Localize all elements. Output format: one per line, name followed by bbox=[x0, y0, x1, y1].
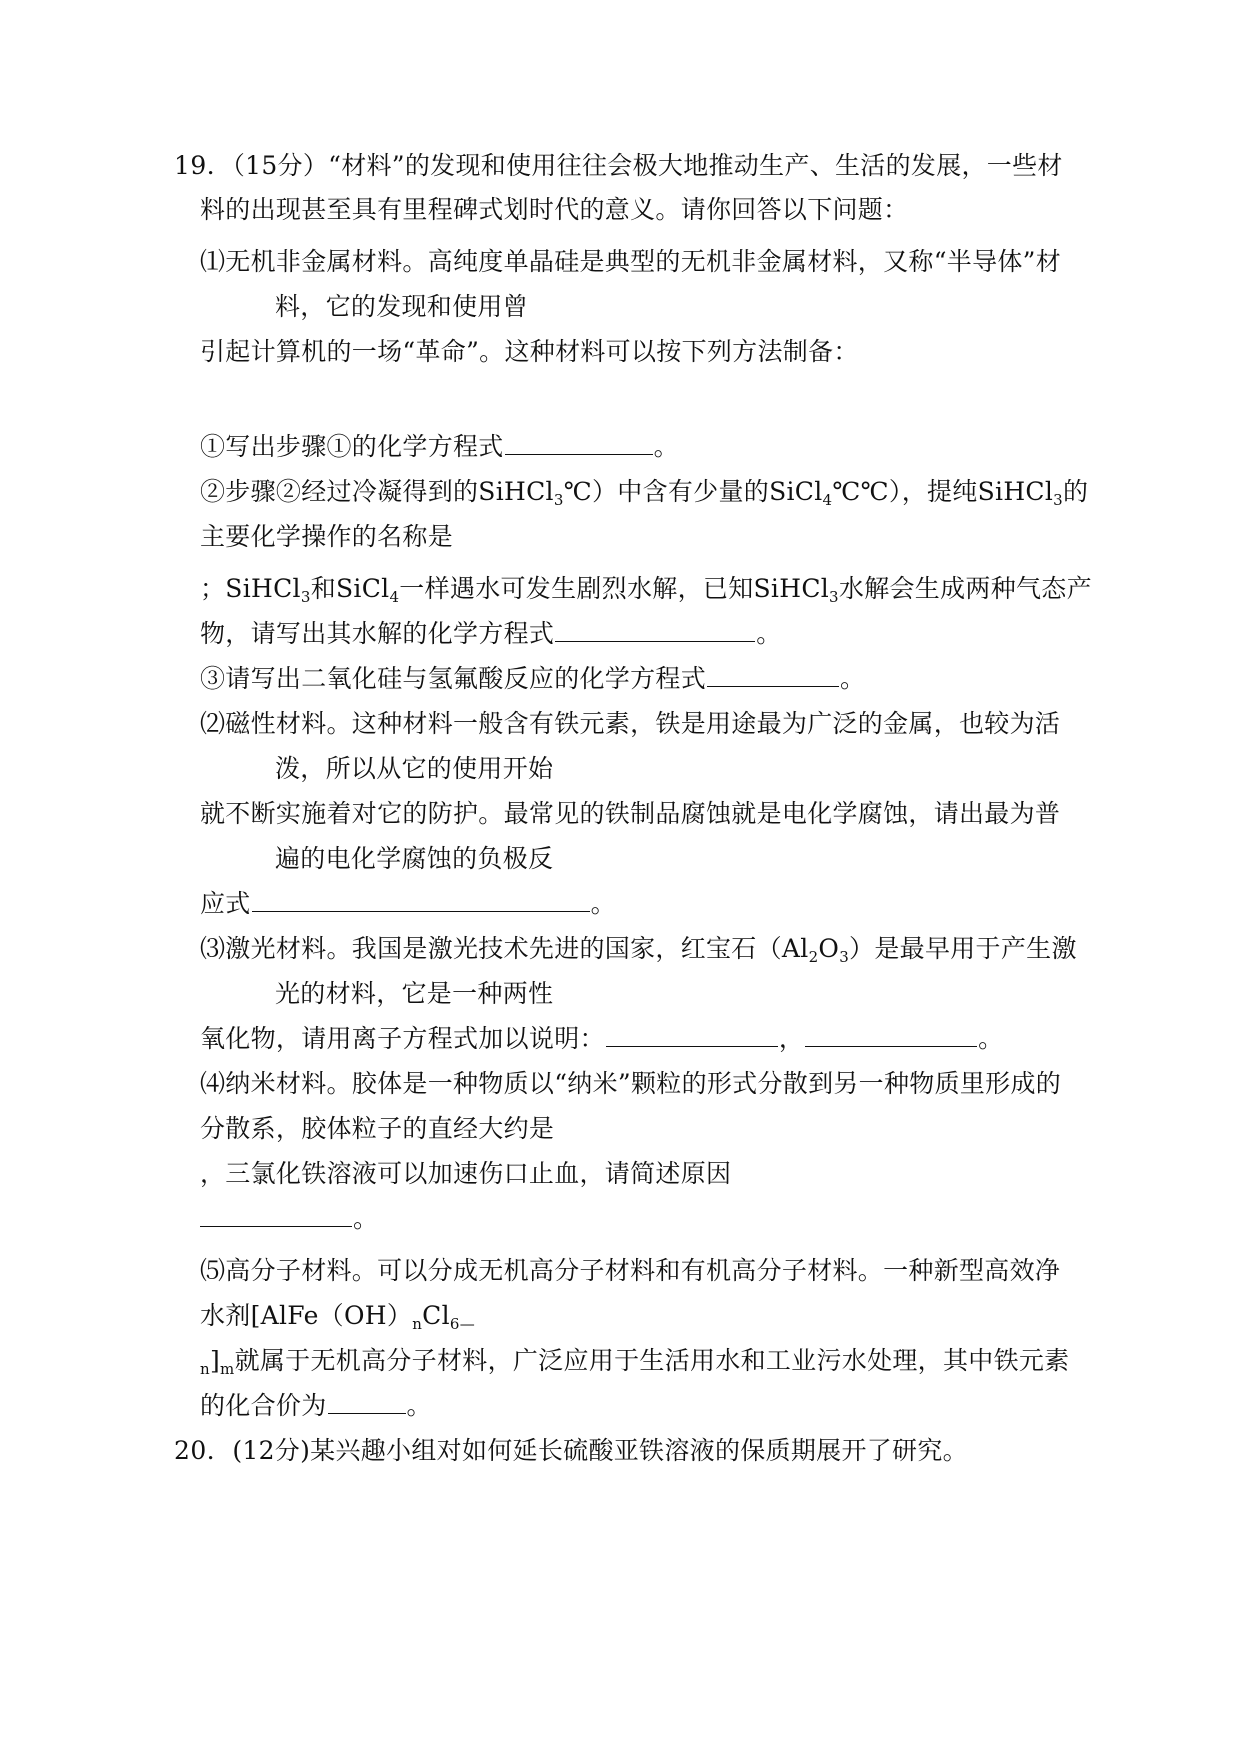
p3-l1-text-c: ）是最早用于产生激 bbox=[849, 934, 1077, 963]
p5-l3-text: 就属于无机高分子材料，广泛应用于生活用水和工业污水处理，其中铁元素 bbox=[234, 1346, 1070, 1375]
sub2-l4-text: 物，请写出其水解的化学方程式 bbox=[200, 619, 555, 648]
p4-line-2: 分散系，胶体粒子的直经大约是 bbox=[200, 1114, 555, 1143]
sub2-l4-end: 。 bbox=[756, 619, 782, 648]
p2-l5-end: 。 bbox=[590, 889, 616, 918]
p5-line-4 bbox=[200, 1389, 432, 1423]
p2-line-2: 泼，所以从它的使用开始 bbox=[275, 754, 554, 783]
subscript: n bbox=[200, 1360, 210, 1378]
p5-l4-text: 的化合价为 bbox=[200, 1391, 327, 1420]
sub3-text: ③请写出二氧化硅与氢氟酸反应的化学方程式 bbox=[200, 664, 707, 693]
p5-l3-bracket: ] bbox=[209, 1346, 221, 1375]
sub2-text-d: 的 bbox=[1063, 477, 1089, 506]
q20-number: 20． bbox=[174, 1436, 233, 1465]
q19-intro-text-1: “材料”的发现和使用往往会极大地推动生产、生活的发展，一些材 bbox=[328, 151, 1063, 180]
q20-score: (12分) bbox=[232, 1436, 311, 1465]
p3-l3-text: 氧化物，请用离子方程式加以说明： bbox=[200, 1024, 605, 1053]
p5-answer-blank[interactable] bbox=[328, 1389, 406, 1414]
p4-line-3: ，三氯化铁溶液可以加速伤口止血，请简述原因 bbox=[200, 1159, 732, 1188]
q19-intro-line-1 bbox=[174, 149, 1063, 183]
sub2-l3-text-c: 一样遇水可发生剧烈水解，已知SiHCl bbox=[399, 574, 830, 603]
sub2-line-2: 主要化学操作的名称是 bbox=[200, 522, 454, 551]
p2-line-4: 遍的电化学腐蚀的负极反 bbox=[275, 844, 554, 873]
p3-l3-sep: ， bbox=[778, 1024, 805, 1053]
sub2-answer-blank[interactable] bbox=[555, 617, 755, 642]
subscript: m bbox=[220, 1360, 235, 1378]
q20-line bbox=[174, 1434, 968, 1468]
p3-line-2: 光的材料，它是一种两性 bbox=[275, 979, 554, 1008]
p4-answer-blank[interactable] bbox=[200, 1202, 352, 1227]
sub2-l3-text-d: 水解会生成两种气态产 bbox=[838, 574, 1092, 603]
p5-l2-text-a: 水剂[AlFe（OH） bbox=[200, 1301, 413, 1330]
subscript: 4 bbox=[822, 491, 833, 509]
p3-l1-text-b: O bbox=[818, 934, 840, 963]
sub1-line bbox=[200, 430, 679, 464]
p2-answer-blank[interactable] bbox=[252, 887, 590, 912]
subscript: 2 bbox=[808, 948, 819, 966]
sub2-line-3 bbox=[200, 572, 1092, 606]
sub2-line-1 bbox=[200, 475, 1088, 509]
p4-line-1: ⑷纳米材料。胶体是一种物质以“纳米”颗粒的形式分散到另一种物质里形成的 bbox=[200, 1069, 1062, 1098]
q19-number: 19． bbox=[174, 151, 233, 180]
p5-line-2 bbox=[200, 1299, 475, 1333]
sub3-end: 。 bbox=[840, 664, 866, 693]
subscript: 6— bbox=[449, 1315, 476, 1333]
p3-l3-end: 。 bbox=[978, 1024, 1004, 1053]
subscript: 3 bbox=[839, 948, 850, 966]
sub2-line-4 bbox=[200, 617, 782, 651]
p5-l2-text-b: Cl bbox=[422, 1301, 450, 1330]
q19-score: （15分） bbox=[232, 151, 329, 180]
sub2-text-c: ℃℃），提纯SiHCl bbox=[832, 477, 1054, 506]
subscript: 3 bbox=[1053, 491, 1063, 509]
p3-line-1 bbox=[200, 932, 1077, 966]
p3-l1-text-a: ⑶激光材料。我国是激光技术先进的国家，红宝石（Al bbox=[200, 934, 809, 963]
p1-line-2: 料，它的发现和使用曾 bbox=[275, 292, 529, 321]
subscript: 3 bbox=[300, 588, 311, 606]
p3-answer-blank-1[interactable] bbox=[606, 1022, 778, 1047]
p1-line-1: ⑴无机非金属材料。高纯度单晶硅是典型的无机非金属材料，又称“半导体”材 bbox=[200, 247, 1062, 276]
p1-line-3: 引起计算机的一场“革命”。这种材料可以按下列方法制备： bbox=[200, 337, 859, 366]
sub1-text: ①写出步骤①的化学方程式 bbox=[200, 432, 504, 461]
sub2-l3-text-a: ；SiHCl bbox=[200, 574, 301, 603]
sub1-end: 。 bbox=[653, 432, 679, 461]
sub2-l3-text-b: 和SiCl bbox=[310, 574, 390, 603]
q20-text: 某兴趣小组对如何延长硫酸亚铁溶液的保质期展开了研究。 bbox=[310, 1436, 968, 1465]
sub2-text-b: ℃）中含有少量的SiCl bbox=[563, 477, 823, 506]
p2-line-3: 就不断实施着对它的防护。最常见的铁制品腐蚀就是电化学腐蚀，请出最为普 bbox=[200, 799, 1061, 828]
subscript: n bbox=[412, 1315, 423, 1333]
subscript: 3 bbox=[829, 588, 839, 606]
p3-answer-blank-2[interactable] bbox=[805, 1022, 977, 1047]
subscript: 4 bbox=[389, 588, 400, 606]
subscript: 3 bbox=[553, 491, 564, 509]
p3-line-3 bbox=[200, 1022, 1003, 1056]
sub3-answer-blank[interactable] bbox=[707, 662, 839, 687]
q19-intro-line-2: 料的出现甚至具有里程碑式划时代的意义。请你回答以下问题： bbox=[200, 195, 909, 224]
sub1-answer-blank[interactable] bbox=[505, 430, 653, 455]
p5-line-1: ⑸高分子材料。可以分成无机高分子材料和有机高分子材料。一种新型高效净 bbox=[200, 1256, 1061, 1285]
p2-line-1: ⑵磁性材料。这种材料一般含有铁元素，铁是用途最为广泛的金属，也较为活 bbox=[200, 709, 1061, 738]
p4-line-4 bbox=[200, 1202, 378, 1236]
sub3-line bbox=[200, 662, 865, 696]
p5-l4-end: 。 bbox=[406, 1391, 432, 1420]
sub2-text-a: ②步骤②经过冷凝得到的SiHCl bbox=[200, 477, 554, 506]
p2-line-5 bbox=[200, 887, 616, 921]
p2-l5-text: 应式 bbox=[200, 889, 251, 918]
p4-l4-end: 。 bbox=[353, 1204, 379, 1233]
p5-line-3 bbox=[200, 1344, 1069, 1378]
